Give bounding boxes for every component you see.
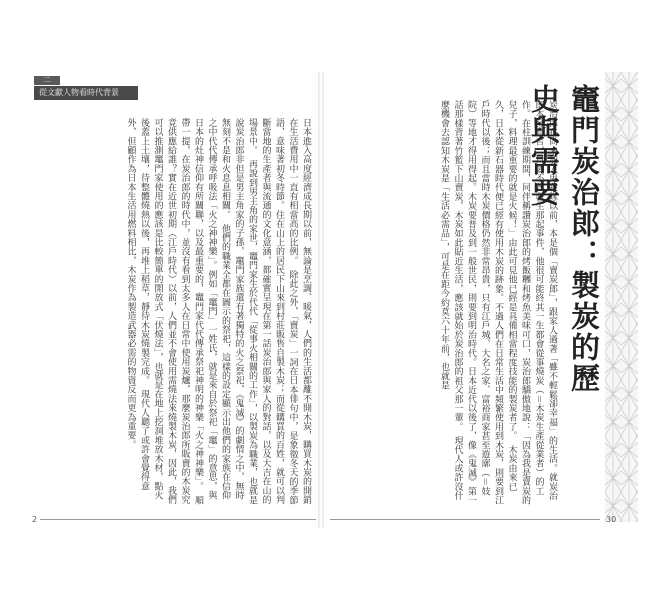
chapter-header-tab (18, 74, 136, 104)
right-page-number: 30 (606, 515, 617, 524)
asanoha-pattern-icon (605, 72, 638, 522)
right-footer-rule (330, 519, 600, 520)
left-page-body-text: 日本進入高度經濟成長期以前，無論是烹調、暖氣，人們的生活都離不開木炭，購買木炭的開銷在生活費用中一直有相當高的比例。 除此之外，「賣炭」一詞在日本俳句中，是象徵冬天的季節語，意味著初冬時節。住在山上的居民下山來到村莊販售自製木炭；而從購買的百姓，就可以判斷當地的生產者與流通的文化意涵，都確實呈現在第一話炭治郎與家人的對話，以及大吉在山的場景中。 再說到男主角的家世，竈門家生於代代「從事火相關的工作」，以製炭為職業，也就是說炭治郎非但是男主角家的子孫，竈門家族還有著獨特的火之祭祀，《鬼滅》的劇情之中，無時無刻不是和火息息相關。 他們的職業全都在圖示的祭祀，這樣的設定顯示出他們的家族在信仰之中代代傳承呼吸法「火之神神樂」。例如「竈門」一姓氏，就是來自於祭祀「竈」的意思，與日本的灶神信仰有所關聯，以及最重要的，竈門家代代傳承祭祀神明的神樂「火之神神樂」。 順帶一提，在炭治郎的時代中，並沒有看到太多人在日常中使用炭爐，那麼炭治郎所販賣的木炭究竟供應給誰？實在近世初期（江戶時代）以前，人們並不會使用需燒法來燒製木炭，因此，我們可以推測竈門家使用的應該是比較簡單的開放式「伏燒法」，也就是在地上挖洞堆放木材，點火後蓋上土壤，待整體燒熱以後，再堆上稻草，靜待木炭燒製完成。 現代人聽了或許會覺得意外，但顧作為日本生活用燃料相比，木炭作為製造武器必需的物資反而更為重要。 (125, 118, 311, 505)
chapter-number: 二 (34, 76, 60, 85)
page-gutter (318, 72, 324, 528)
article-title: 竈門炭治郎：製炭的歷史與需要 (527, 84, 601, 394)
left-footer-rule (40, 519, 316, 520)
right-page-body-text: 炭治郎在尚未加入鬼殺隊以前，本是個「賣炭郎」，跟家人過著「雖不輕鬆卻幸福」的生活。就炭治郎本身而言，只要不曾發生那起事件，他很可能終其一生都會從事燒炭（＝木炭生產從業者）的工作。在柱訓練期間，同伴稱讚炭治郎的烤飯糰和烤魚美味可口，炭治郎驕傲地說：「因為我是賣炭的兒子，料理最重要的就是火候！」由此可見他已經是具備相當程度技能的製炭者了。 木炭由來已久，日本從新石器時代便已經有使用木炭的跡象。不過人們在日常生活中頻繁使用到木炭，則要到江戶時代以後；而且當時木炭價格仍然非常昂貴，只有江戶城、大名之家、富裕商家甚至遊廓（＝妓院）等地才得用得起。木炭要普及到一般世民，則要到明治時代。日本近代以後了，像《鬼滅》第一話那樣背著竹籃下山賣炭，木炭如此貼近生活，應該就始於炭治郎的祖父那一輩。 現代人或許沒什麼機會去認知木炭是「生活必需品」，可是在距今約莫六十年前，也就是 (439, 100, 557, 505)
decorative-pattern-strip (605, 72, 638, 522)
left-page-number: 2 (32, 515, 38, 524)
chapter-title: 從文獻人物看時代背景 (34, 86, 138, 100)
